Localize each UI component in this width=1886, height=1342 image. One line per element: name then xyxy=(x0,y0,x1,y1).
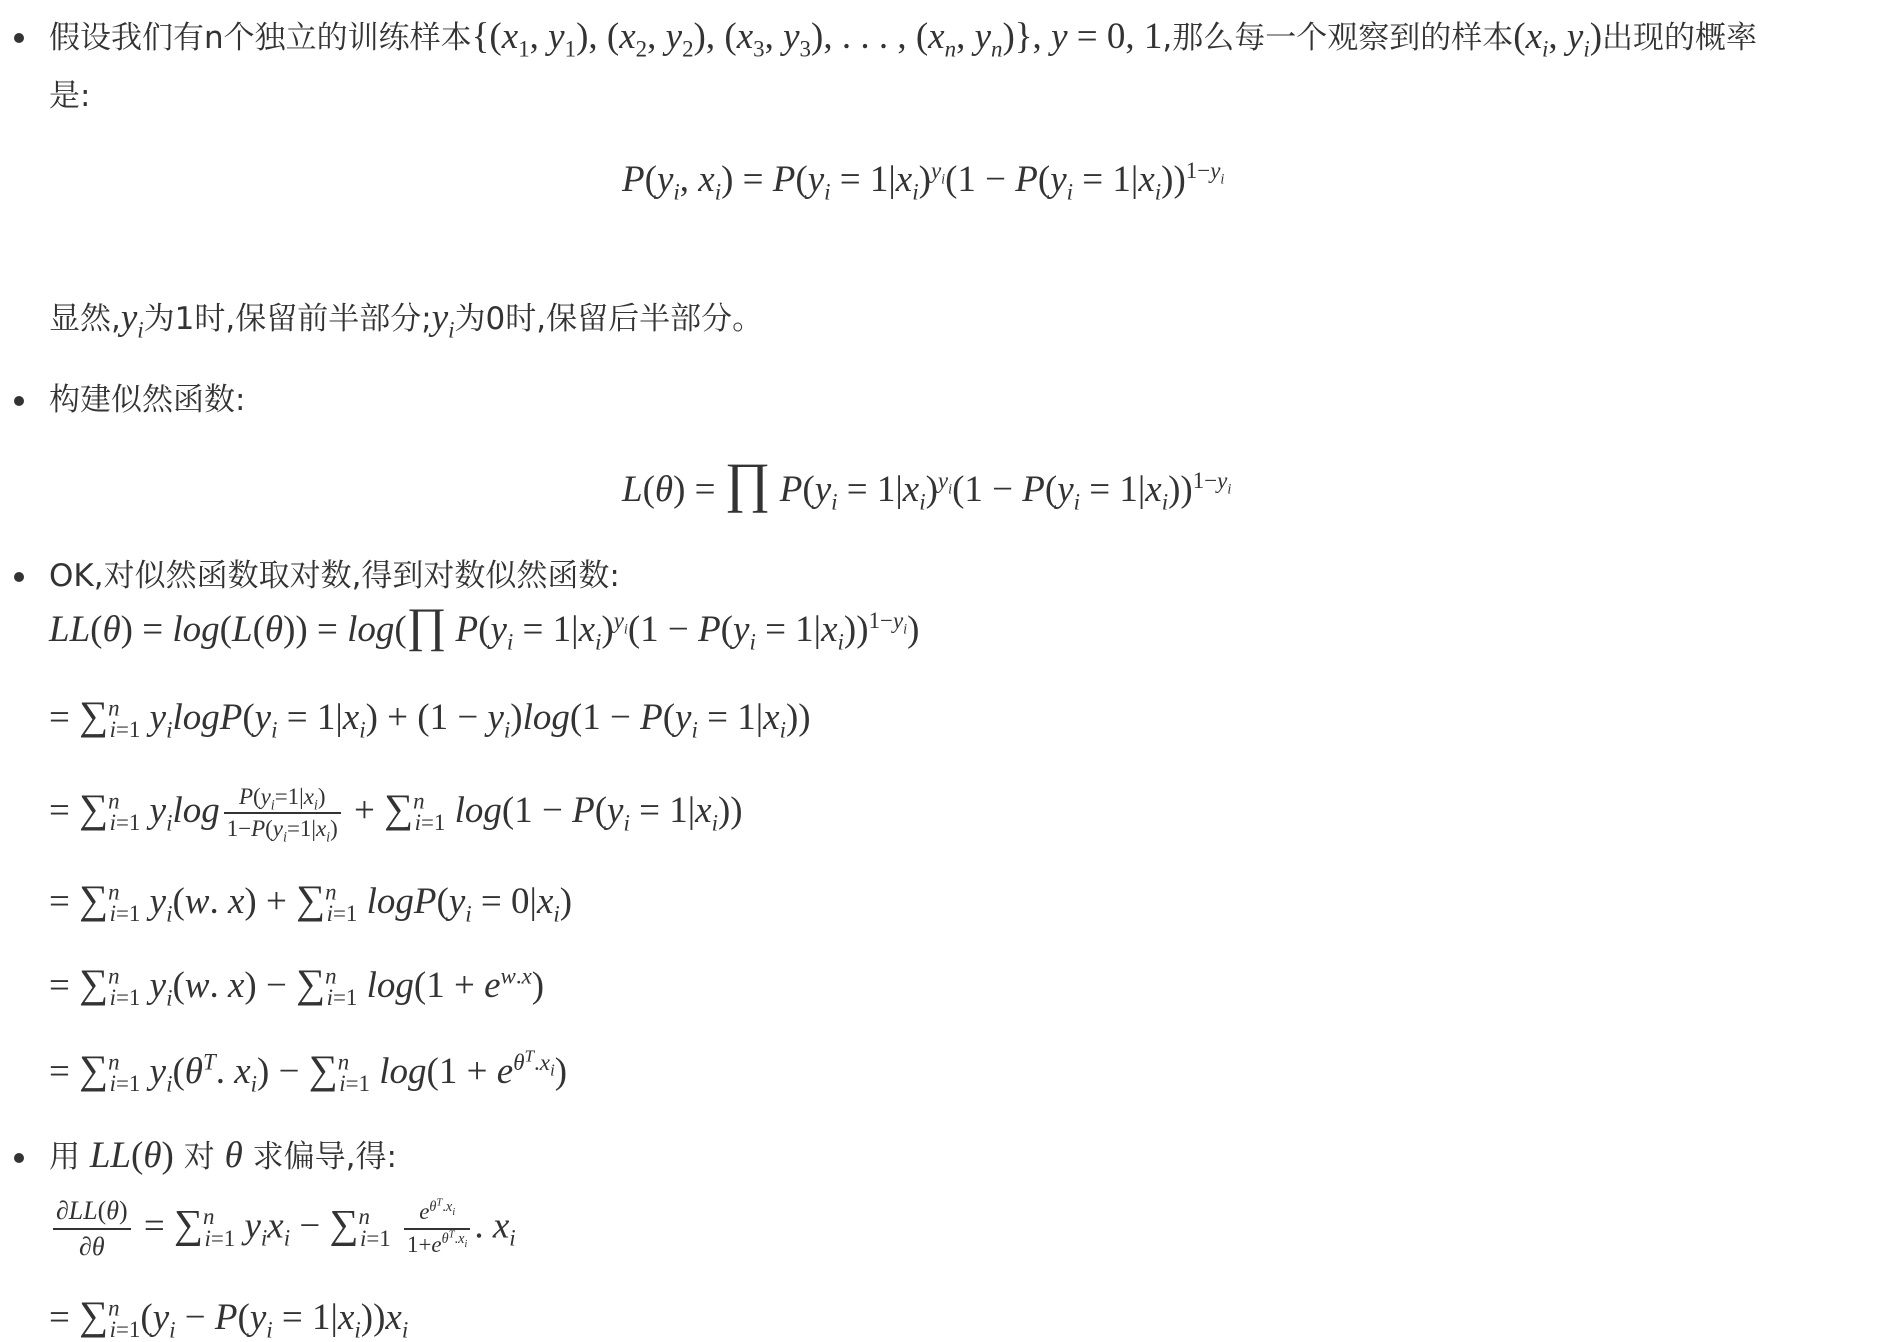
item-1-prefix: 假设我们有n个独立的训练样本 xyxy=(49,20,472,56)
item-1-sample-pair: ($x_i$, $y_i$) xyxy=(1513,16,1603,62)
item-4-suffix: 求偏导,得: xyxy=(252,1139,397,1175)
note-part-3: 为0时,保留后半部分。 xyxy=(454,301,764,337)
item-4-math-2: θ xyxy=(224,1135,243,1176)
odds-fraction: $\frac{P(y_i=1|x_i)}{1-P(y_i=1|x_i)}$ xyxy=(224,784,341,843)
loglik-step-2: = ∑$^n_{i=1}$ $y_i\log P(y_i = 1|x_i) + (1 - y_i)\log(1 - P(y_i = 1|x_i))$ xyxy=(49,693,811,743)
note-part-2: 为1时,保留前半部分; xyxy=(143,301,432,337)
bullet-2 xyxy=(14,396,24,406)
partial-derivative-fraction: $\frac{\partial LL(\theta)}{\partial\theta}$ xyxy=(53,1196,131,1262)
loglik-step-4: = ∑$^n_{i=1}$ $y_i(w$. x) + ∑$^n_{i=1}$ $\log P(y_i = 0|x_i)$ xyxy=(49,877,573,927)
item-4-math-1: LL(θ) xyxy=(89,1135,174,1176)
item-1-line-1 xyxy=(49,15,1757,60)
note-var-2: $y_i$ xyxy=(431,297,455,343)
bullet-3 xyxy=(14,572,24,582)
gradient-step-2: = $\sum^n_{i=1}(y_i - P(y_i = 1|x_i))x_i$ xyxy=(49,1293,409,1342)
loglik-step-6: = ∑$^n_{i=1}$ $y_i(\theta^T$. $x_i) - \sum^n_{i=1}$ $\log(1 + e^{\theta^T.x_i})$ xyxy=(49,1046,568,1097)
item-4-mid: 对 xyxy=(183,1139,215,1175)
item-1-line-2: 是: xyxy=(49,78,91,114)
bullet-4 xyxy=(14,1153,24,1163)
item-2-text: 构建似然函数: xyxy=(49,382,246,418)
item-1-suffix: 出现的概率 xyxy=(1602,20,1758,56)
formula-probability: $P(y_i$, $x_i) = P(y_i = 1|x_i)^{y_i}(1 - P(y_i = 1|x_i))^{1-y_i}$ xyxy=(622,157,1225,205)
loglik-step-1: LL(θ) = log(L(θ)) = log(∏ $P(y_i = 1|x_i)^{y_i}(1 - P(y_i = 1|x_i))^{1-y_i}$) xyxy=(49,599,920,655)
gradient-step-1: $\frac{\partial LL(\theta)}{\partial\theta}$ = ∑$^n_{i=1}$ $y_ix_i - \sum^n_{i=1}$ $\frac{e^{\theta^T.x_i}}{1+e^{\theta^T.x_i}}$ . $x_i$ xyxy=(49,1196,516,1262)
loglik-step-3: = ∑$^n_{i=1}$ $y_i\log$ $\frac{P(y_i=1|x_i)}{1-P(y_i=1|x_i)}$ + ∑$^n_{i=1}$ $\log(1 - P(y_i = 1|x_i))$ xyxy=(49,784,743,846)
note-var-1: $y_i$ xyxy=(120,297,144,343)
item-4-text xyxy=(49,1134,397,1179)
formula-likelihood: L(θ) = ∏ $P(y_i = 1|x_i)^{y_i}(1 - P(y_i = 1|x_i))^{1-y_i}$ xyxy=(622,453,1232,515)
note-part-1: 显然, xyxy=(49,301,121,337)
loglik-step-5: = ∑$^n_{i=1}$ $y_i(w$. x) − ∑$^n_{i=1}$ $\log(1 + e^{w.x})$ xyxy=(49,961,545,1011)
item-1-sample-set: {($x_1$, $y_1$), ($x_2$, $y_2$), ($x_3$, $y_3$), . . . , ($x_n$, $y_n$)}, y = 0, 1 xyxy=(471,16,1163,62)
item-4-prefix: 用 xyxy=(49,1139,80,1175)
item-1-note xyxy=(49,296,763,341)
item-3-text: OK,对似然函数取对数,得到对数似然函数: xyxy=(49,558,620,594)
item-1-mid: ,那么每一个观察到的样本 xyxy=(1162,20,1514,56)
sigmoid-fraction: $\frac{e^{\theta^T.x_i}}{1+e^{\theta^T.x_i}}$ xyxy=(404,1199,470,1258)
bullet-1 xyxy=(14,33,24,43)
